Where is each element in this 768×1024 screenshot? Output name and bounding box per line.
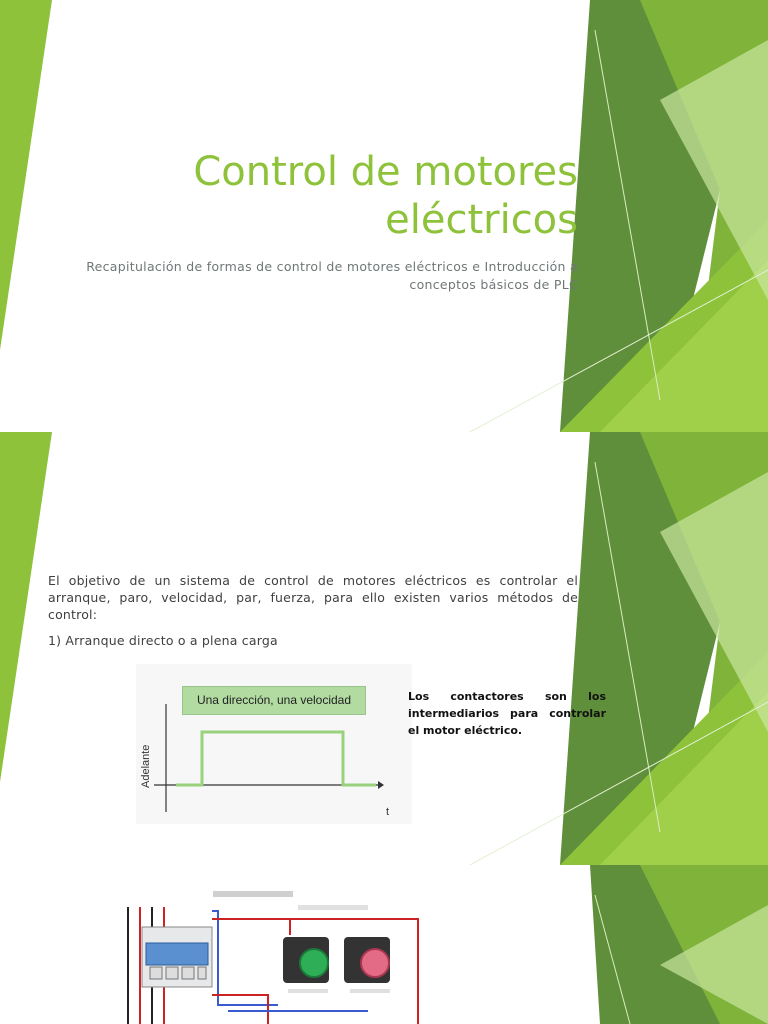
wiring-diagram-image: [118, 885, 436, 1024]
graph-x-label: t: [386, 806, 390, 818]
intro-paragraph: El objetivo de un sistema de control de motores eléctricos es controlar el arranque, paro, velocidad, par, fuerza, para ello existen varios métodos de control:: [48, 573, 578, 622]
slide-title: Control de motores eléctricos: [193, 149, 578, 243]
contactor-note: Los contactores son los intermediarios para controlar el motor eléctrico.: [408, 690, 606, 737]
graph-axes: [136, 664, 412, 824]
slide-subtitle: Recapitulación de formas de control de motores eléctricos e Introducción a conceptos básicos de PLC: [86, 259, 578, 292]
graph-y-label: Adelante: [140, 744, 152, 788]
graph-banner: Una dirección, una velocidad: [182, 686, 366, 715]
content-slide: [0, 432, 768, 865]
wiring-slide: [0, 865, 768, 1024]
direction-speed-graph: [136, 664, 412, 824]
list-item-direct-start: 1) Arranque directo o a plena carga: [48, 633, 278, 648]
title-slide: [0, 0, 768, 432]
